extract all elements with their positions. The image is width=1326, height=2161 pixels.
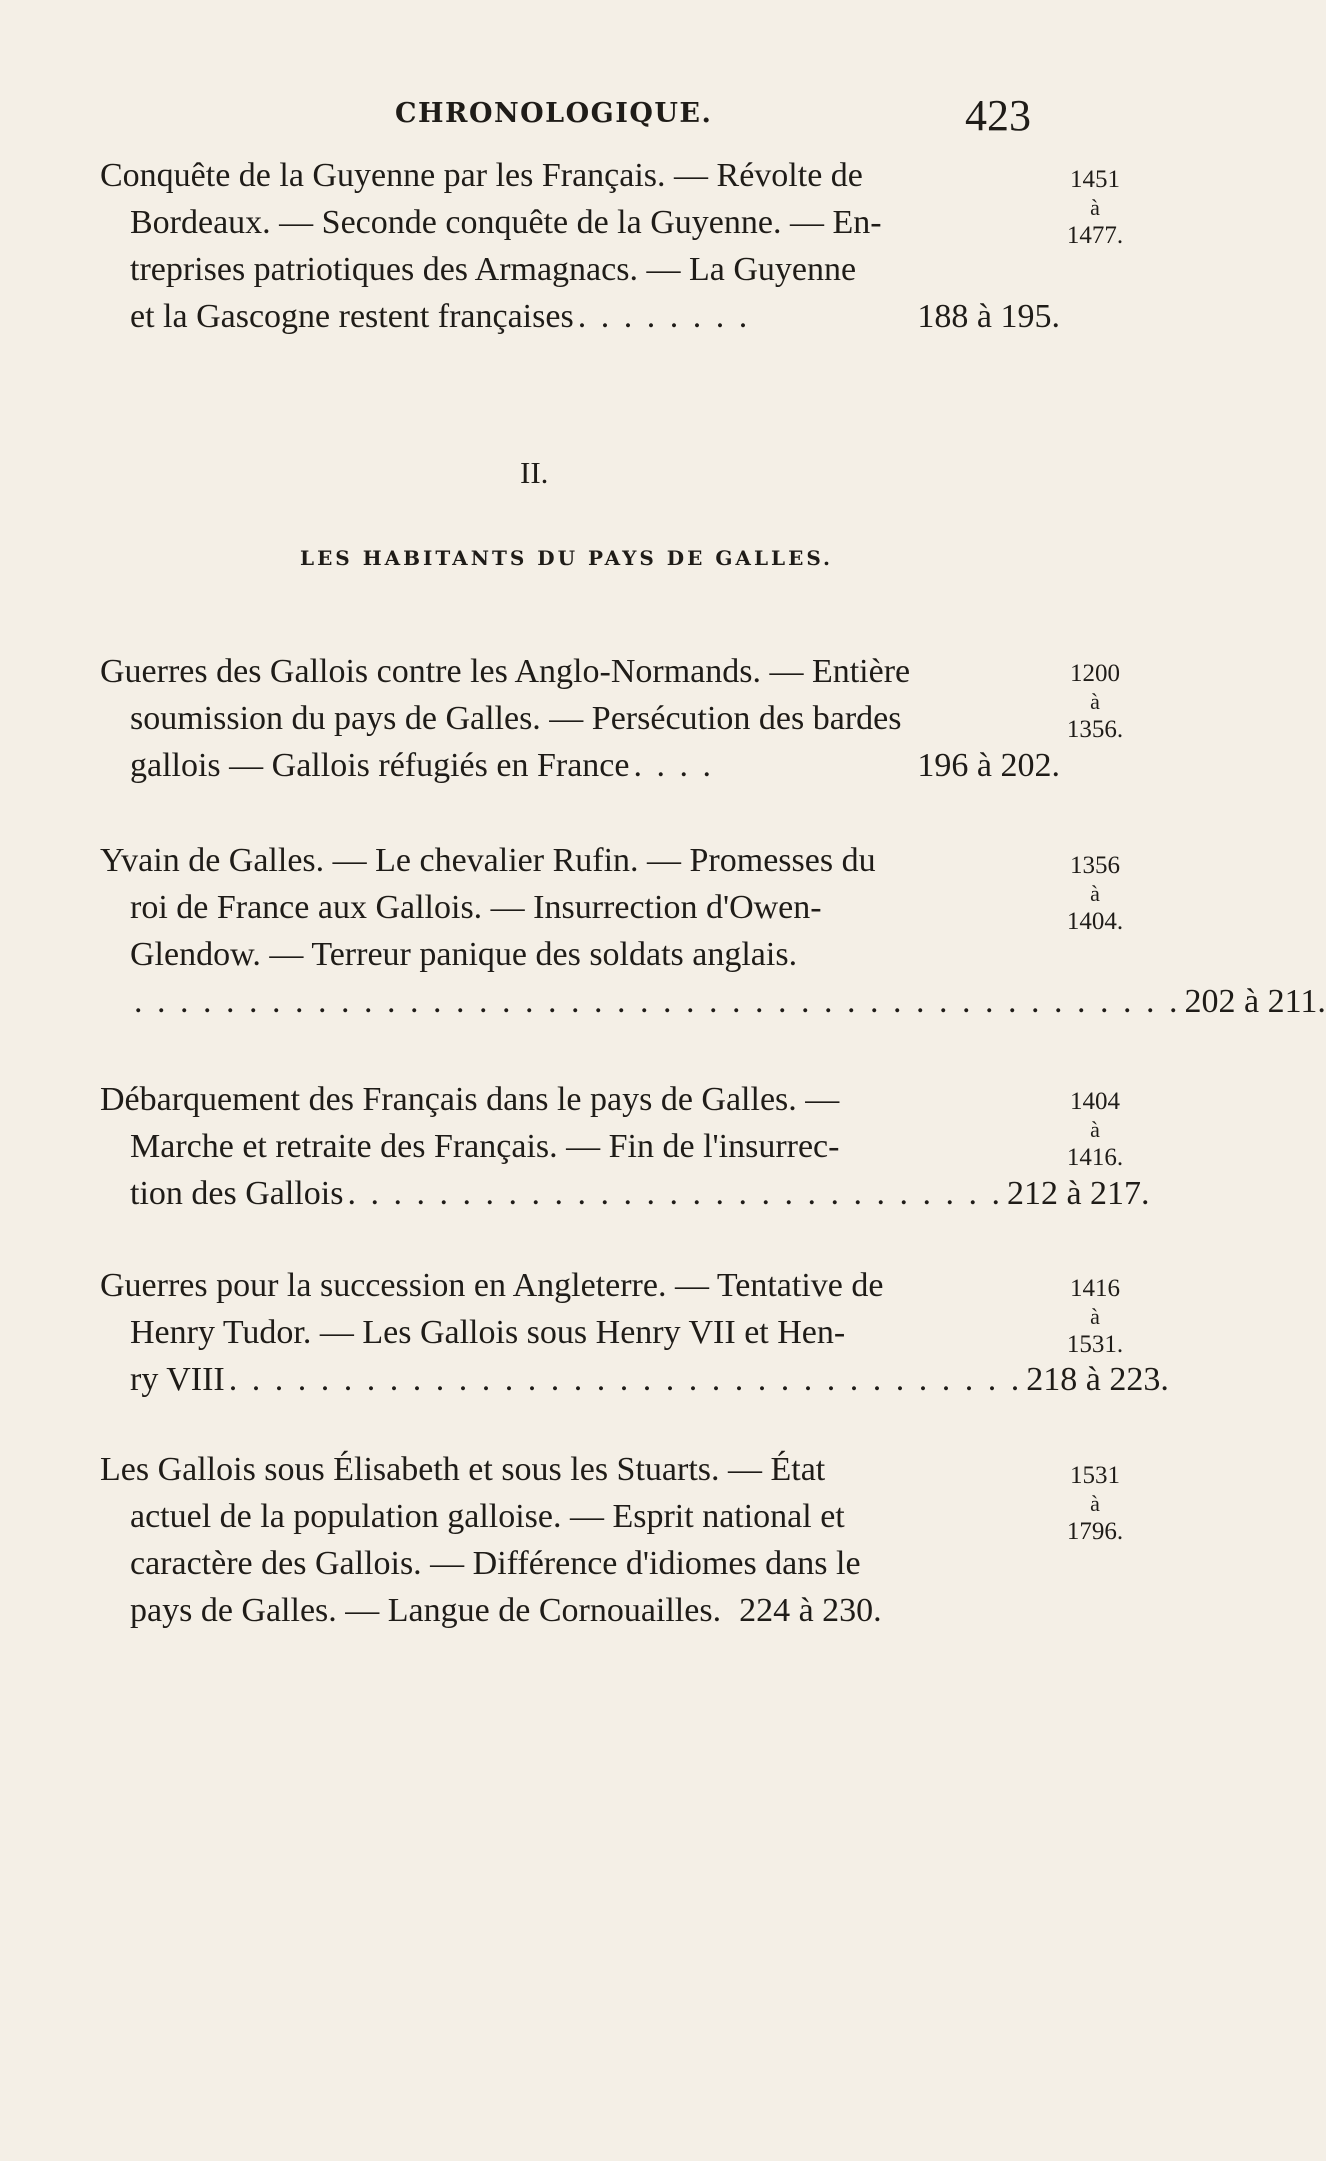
- date-end: 1531.: [1066, 1331, 1124, 1358]
- page-range: 218 à 223.: [1026, 1361, 1169, 1398]
- date-range: [1050, 1088, 1140, 1172]
- date-start: 1404: [1070, 1088, 1120, 1115]
- page-number: 423: [965, 91, 1031, 140]
- entry-line: Conquête de la Guyenne par les Français. — Révolte de: [100, 157, 863, 194]
- entry-line-last: [100, 1356, 1169, 1403]
- entry-text: ry VIII: [130, 1361, 225, 1398]
- date-range: [1050, 660, 1140, 744]
- page-range: 202 à 211.: [1184, 983, 1326, 1020]
- date-separator: à: [1090, 689, 1100, 714]
- toc-entry: [100, 152, 1060, 340]
- date-separator: à: [1090, 195, 1100, 220]
- entry-line: Henry Tudor. — Les Gallois sous Henry VII et Hen-: [130, 1314, 846, 1351]
- toc-entry: [100, 648, 1060, 789]
- entry-line: actuel de la population galloise. — Esprit national et: [130, 1498, 845, 1535]
- toc-entry: [100, 1446, 1060, 1634]
- entry-line-last: [100, 742, 1060, 789]
- entry-text: pays de Galles. — Langue de Cornouailles.: [130, 1592, 722, 1629]
- entry-line: Débarquement des Français dans le pays de Galles. —: [100, 1081, 840, 1118]
- entry-line: Guerres des Gallois contre les Anglo-Normands. — Entière: [100, 653, 911, 690]
- date-start: 1200: [1070, 660, 1120, 687]
- entry-line: Yvain de Galles. — Le chevalier Rufin. — Promesses du: [100, 842, 876, 879]
- date-end: 1477.: [1066, 222, 1124, 249]
- date-range: [1050, 1462, 1140, 1546]
- date-end: 1404.: [1066, 908, 1124, 935]
- entry-line: treprises patriotiques des Armagnacs. — La Guyenne: [130, 251, 857, 288]
- dot-leader: . . . . . . . . . . . . . . . . . . . . . . . . . . . . . . . . . . . . . . . . . . . . . .: [134, 983, 1181, 1020]
- date-end: 1416.: [1066, 1144, 1124, 1171]
- date-range: [1050, 166, 1140, 250]
- entry-line: roi de France aux Gallois. — Insurrection d'Owen-: [130, 889, 822, 926]
- entry-line: Les Gallois sous Élisabeth et sous les Stuarts. — État: [100, 1451, 826, 1488]
- entry-line: Guerres pour la succession en Angleterre. — Tentative de: [100, 1267, 884, 1304]
- section-number: II.: [520, 455, 549, 490]
- dot-leader: . . . . . . . . . . . . . . . . . . . . . . . . . . . . .: [347, 1175, 1003, 1212]
- date-end: 1356.: [1066, 716, 1124, 743]
- date-separator: à: [1090, 1304, 1100, 1329]
- entry-line-last: [100, 1170, 1150, 1217]
- entry-text: et la Gascogne restent françaises: [130, 298, 574, 335]
- date-separator: à: [1090, 881, 1100, 906]
- date-range: [1050, 1275, 1140, 1359]
- entry-line: caractère des Gallois. — Différence d'idiomes dans le: [130, 1545, 861, 1582]
- date-separator: à: [1090, 1117, 1100, 1142]
- page-range: 188 à 195.: [917, 298, 1060, 335]
- dot-leader: . . . . . . . . . . . . . . . . . . . . . . . . . . . . . . . . . . .: [228, 1361, 1023, 1398]
- section-title: LES HABITANTS DU PAYS DE GALLES.: [300, 546, 834, 570]
- date-start: 1416: [1070, 1275, 1120, 1302]
- date-range: [1050, 852, 1140, 936]
- entry-line: Bordeaux. — Seconde conquête de la Guyenne. — En-: [130, 204, 882, 241]
- date-start: 1451: [1070, 166, 1120, 193]
- entry-text: tion des Gallois: [130, 1175, 344, 1212]
- entry-line: Marche et retraite des Français. — Fin de l'insurrec-: [130, 1128, 840, 1165]
- date-start: 1356: [1070, 852, 1120, 879]
- entry-text: gallois — Gallois réfugiés en France: [130, 747, 630, 784]
- date-end: 1796.: [1066, 1518, 1124, 1545]
- date-start: 1531: [1070, 1462, 1120, 1489]
- entry-line-last: [100, 293, 1060, 340]
- page-range: 196 à 202.: [917, 747, 1060, 784]
- date-separator: à: [1090, 1491, 1100, 1516]
- page-range: 224 à 230.: [739, 1592, 882, 1629]
- dot-leader: . . . . . . . .: [577, 298, 751, 335]
- running-head: CHRONOLOGIQUE.: [395, 98, 713, 129]
- entry-line-last: [100, 978, 1326, 1025]
- dot-leader: . . . .: [633, 747, 714, 784]
- entry-line-last: [100, 1587, 1060, 1634]
- page-range: 212 à 217.: [1006, 1175, 1150, 1212]
- entry-line: soumission du pays de Galles. — Persécution des bardes: [130, 700, 902, 737]
- entry-line: Glendow. — Terreur panique des soldats anglais.: [130, 936, 798, 973]
